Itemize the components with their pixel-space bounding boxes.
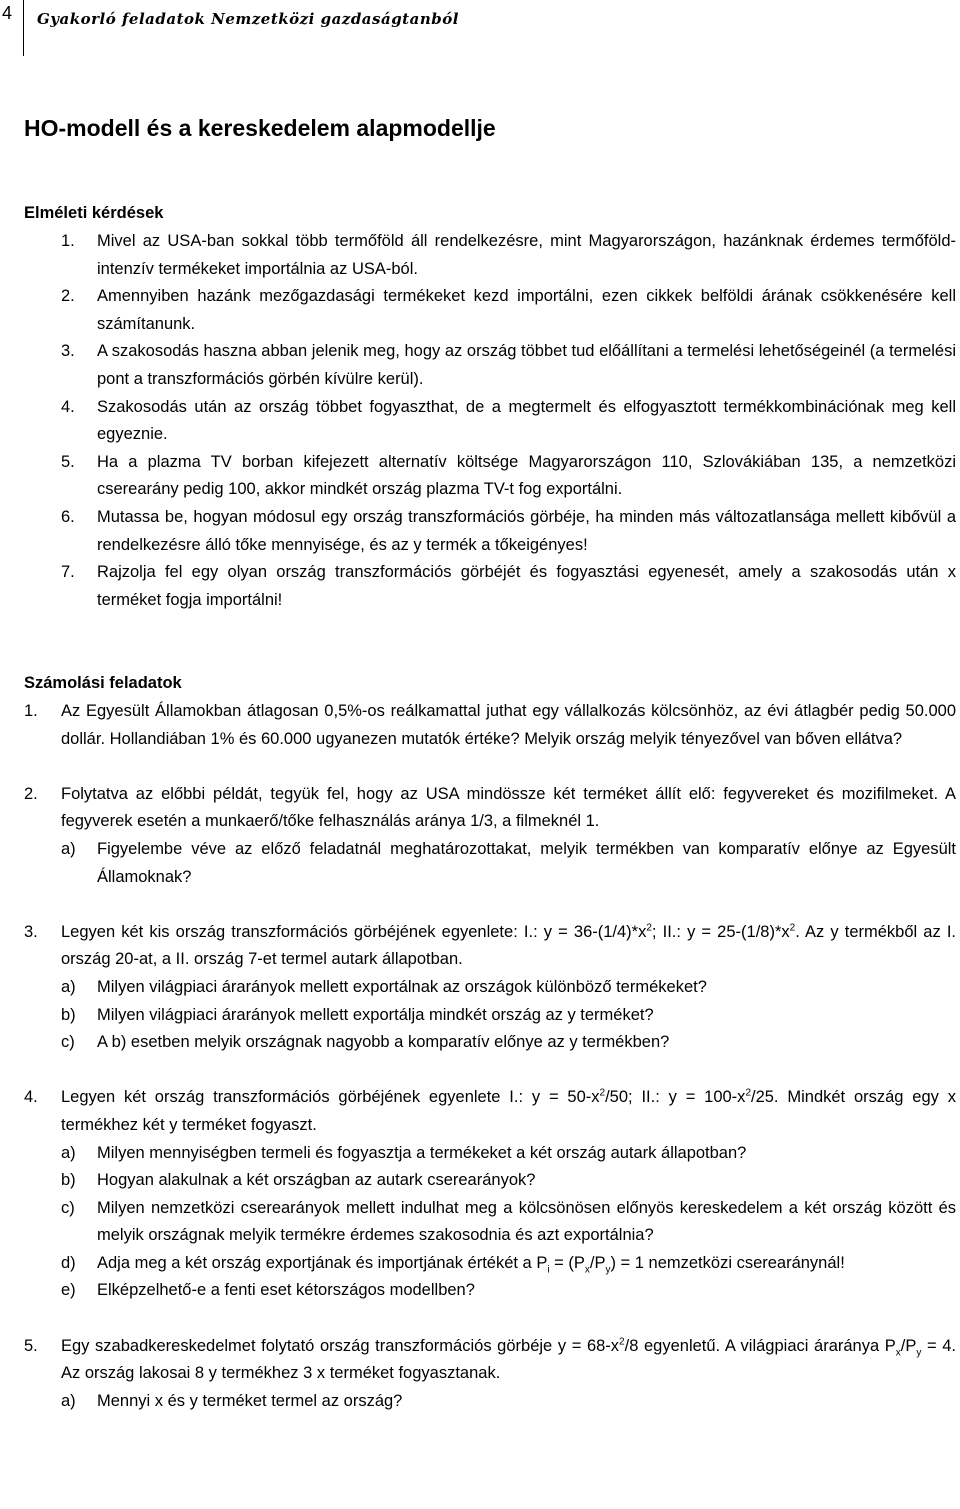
theory-list [24, 228, 956, 614]
subquestion [24, 836, 956, 891]
subquestion-label: b) [61, 1005, 76, 1024]
subquestion-text: Milyen nemzetközi cserearányok mellett indulhat meg a kölcsönösen előnyös kereskedelem a két ország között és melyik országnak melyik termékre érdemes szakosodnia és azt exportálnia? [97, 1198, 956, 1245]
problem-text: Egy szabadkereskedelmet folytató ország transzformációs görbéje $y = 68-x^2/8$ egyenletű. A világpiaci áraránya $P_x/P_y = 4$. Az ország lakosai 8 y termékhez 3 x terméket fogyasztanak. [61, 1336, 956, 1383]
page-title: HO-modell és a kereskedelem alapmodellje [24, 115, 496, 141]
subquestion-label: a) [61, 1143, 76, 1162]
theory-item-text: Mutassa be, hogyan módosul egy ország transzformációs görbéje, ha minden más változatlansága mellett kibővül a rendelkezésre álló tőke mennyisége, és az y termék a tőkeigényes! [97, 507, 956, 554]
theory-item [24, 559, 956, 614]
subquestion-label: c) [61, 1198, 75, 1217]
theory-item-text: Mivel az USA-ban sokkal több termőföld áll rendelkezésre, mint Magyarországon, hazánknak érdemes termőföld-intenzív termékeket importálnia az USA-ból. [97, 232, 956, 278]
subquestion-text: Elképzelhető-e a fenti eset kétországos modellben? [97, 1281, 475, 1300]
theory-item-number: 7. [61, 563, 75, 582]
theory-item-text: Ha a plazma TV borban kifejezett alternatív költsége Magyarországon 110, Szlovákiában 135, a nemzetközi cserearány pedig 100, akkor mindkét ország plazma TV-t fog exportálni. [97, 452, 956, 499]
subquestion-text: Milyen mennyiségben termeli és fogyasztja a termékeket a két ország autark állapotban? [97, 1143, 747, 1162]
problem-number: 5. [24, 1336, 38, 1355]
problem-2 [24, 781, 956, 836]
theory-item-number: 3. [61, 342, 75, 361]
problem-4 [24, 1084, 956, 1139]
subquestion [24, 1140, 956, 1168]
theory-item-text: Amennyiben hazánk mezőgazdasági termékeket kezd importálni, ezen cikkek belföldi árának csökkenésére kell számítanunk. [97, 287, 956, 333]
problem-text: Legyen két ország transzformációs görbéjének egyenlete I.: $y = 50-x^2/50$; II.: $y = 100-x^2/25$. Mindkét ország egy x termékhez két y terméket fogyaszt. [61, 1087, 956, 1134]
problem-number: 1. [24, 702, 38, 720]
subquestion-text: Milyen világpiaci árarányok mellett exportálnak az országok különböző termékeket? [97, 977, 707, 996]
subquestion-text: Hogyan alakulnak a két országban az autark cserearányok? [97, 1171, 536, 1190]
subquestion-label: a) [61, 977, 76, 996]
subquestion-text: Figyelembe véve az előző feladatnál meghatározottakat, melyik termékben van komparatív előnye az Egyesült Államoknak? [97, 839, 956, 886]
subquestion-text: Adja meg a két ország exportjának és importjának értékét a $P_i = (P_x/P_y) = 1$ nemzetközi cserearánynál! [97, 1253, 845, 1276]
problem-number: 4. [24, 1088, 38, 1107]
theory-item-number: 4. [61, 397, 75, 416]
subquestion [24, 1195, 956, 1250]
problem-text: Az Egyesült Államokban átlagosan 0,5%-os reálkamattal juthat egy vállalkozás kölcsönhöz, az évi átlagbér pedig 50.000 dollár. Hollandiában 1% és 60.000 ugyanezen mutatók értéke? Melyik ország melyik tényezővel van bőven ellátva? [61, 702, 956, 748]
theory-item-number: 2. [61, 287, 75, 306]
theory-item-text: Szakosodás után az ország többet fogyaszthat, de a megtermelt és elfogyasztott termékkombinációnak meg kell egyeznie. [97, 397, 956, 444]
subquestion [24, 1167, 956, 1195]
problem-number: 3. [24, 922, 38, 941]
theory-item [24, 449, 956, 504]
theory-item [24, 338, 956, 393]
subquestion [24, 1277, 956, 1305]
problem-5 [24, 1333, 956, 1388]
subquestion-text: Milyen világpiaci árarányok mellett exportálja mindkét ország az y terméket? [97, 1005, 654, 1024]
problem-text: Legyen két kis ország transzformációs görbéjének egyenlete: I.: $y = 36-(1/4)*x^2$; II.: $y = 25-(1/8)*x^2$. Az y termékből az I. ország 20-at, a II. ország 7-et termel autark állapotban. [61, 922, 957, 969]
subquestion [24, 974, 956, 1002]
problem-number: 2. [24, 784, 38, 803]
calc-heading: Számolási feladatok [24, 674, 182, 692]
theory-item [24, 283, 956, 338]
problem-1 [24, 698, 956, 753]
subquestion-label: c) [61, 1033, 75, 1052]
theory-item [24, 504, 956, 559]
problem-3 [24, 919, 956, 974]
subquestion [24, 1029, 956, 1057]
header-rule [23, 0, 24, 56]
running-header: Gyakorló feladatok Nemzetközi gazdaságtanból [37, 10, 459, 28]
theory-item [24, 394, 956, 449]
problem-text: Folytatva az előbbi példát, tegyük fel, hogy az USA mindössze két terméket állít elő: fegyvereket és mozifilmeket. A fegyverek esetén a munkaerő/tőke felhasználás aránya 1/3, a filmeknél 1. [61, 784, 956, 831]
theory-item-number: 5. [61, 452, 75, 471]
subquestion-label: a) [61, 839, 76, 858]
subquestion [24, 1388, 956, 1416]
subquestion-label: a) [61, 1391, 76, 1410]
page-number: 4 [2, 3, 13, 23]
theory-item-number: 6. [61, 507, 75, 526]
theory-item-text: Rajzolja fel egy olyan ország transzformációs görbéjét és fogyasztási egyenesét, amely a szakosodás után x terméket fogja importálni! [97, 563, 956, 609]
subquestion [24, 1002, 956, 1030]
subquestion-label: d) [61, 1253, 76, 1272]
theory-item-number: 1. [61, 232, 75, 250]
subquestion-text: Mennyi x és y terméket termel az ország? [97, 1391, 403, 1410]
theory-item [24, 228, 956, 283]
subquestion-label: e) [61, 1281, 76, 1300]
subquestion-label: b) [61, 1171, 76, 1190]
subquestion-text: A b) esetben melyik országnak nagyobb a komparatív előnye az y termékben? [97, 1033, 670, 1052]
theory-item-text: A szakosodás haszna abban jelenik meg, hogy az ország többet tud előállítani a termelési lehetőségeinél (a termelési pont a transzformációs görbén kívülre kerül). [97, 342, 956, 388]
subquestion [24, 1250, 956, 1278]
theory-heading: Elméleti kérdések [24, 204, 164, 222]
calc-problems [24, 698, 956, 1415]
